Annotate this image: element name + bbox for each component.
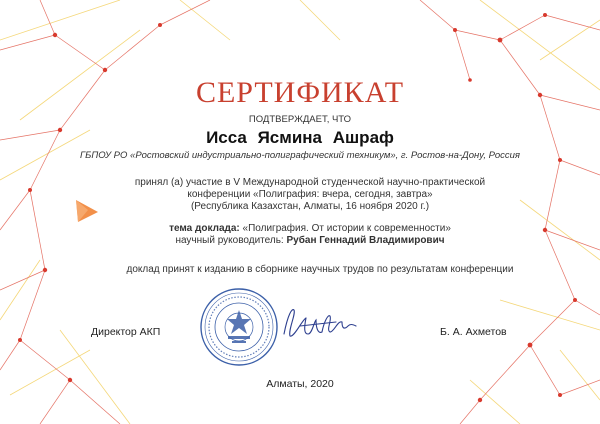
signature-icon — [280, 300, 360, 348]
organization: ГБПОУ РО «Ростовский индустриально-полиграфический техникум», г. Ростов-на-Дону, Россия — [79, 150, 520, 161]
director-name: Б. А. Ахметов — [440, 326, 507, 338]
participation-line-3: (Республика Казахстан, Алматы, 16 ноября 2020 г.) — [190, 201, 430, 212]
participation-line-2: конференции «Полиграфия: вчера, сегодня, завтра» — [187, 189, 433, 200]
topic — [100, 223, 520, 234]
round-seal-icon — [198, 286, 280, 368]
recipient-name: Исса Ясмина Ашраф — [206, 128, 394, 147]
footer-place-year: Алматы, 2020 — [266, 378, 334, 390]
advisor-value: Рубан Геннадий Владимирович — [286, 235, 445, 246]
advisor-label: научный руководитель: — [175, 235, 287, 246]
director-title: Директор АКП — [91, 326, 161, 338]
certificate-title: СЕРТИФИКАТ — [195, 76, 405, 109]
topic-value: «Полиграфия. От истории к современности» — [239, 223, 451, 234]
advisor — [100, 235, 520, 246]
participation-line-1: принял (а) участие в V Международной студенческой научно-практической — [134, 177, 486, 188]
publication-note: доклад принят к изданию в сборнике научных трудов по результатам конференции — [126, 264, 514, 275]
confirms-text: ПОДТВЕРЖДАЕТ, ЧТО — [248, 114, 352, 125]
topic-label: тема доклада: — [169, 223, 240, 234]
